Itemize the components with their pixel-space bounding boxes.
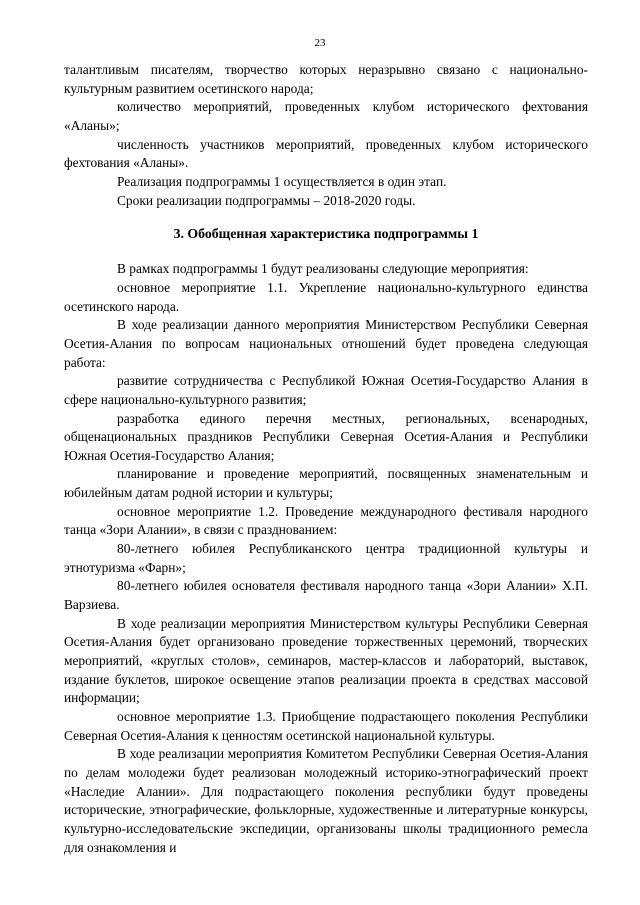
paragraph: основное мероприятие 1.1. Укрепление национально-культурного единства осетинского народа. xyxy=(64,279,588,314)
paragraph: планирование и проведение мероприятий, посвященных знаменательным и юбилейным датам родной истории и культуры; xyxy=(64,466,588,501)
paragraph: основное мероприятие 1.2. Проведение международного фестиваля народного танца «Зори Алании», в связи с празднованием: xyxy=(64,503,588,538)
paragraph: 80-летнего юбилея Республиканского центра традиционной культуры и этнотуризма «Фарн»; xyxy=(64,541,588,575)
paragraph: В ходе реализации данного мероприятия Министерством Республики Северная Осетия-Алания по вопросам национальных отношений будет проведена следующая работа: xyxy=(64,317,588,370)
page-number: 23 xyxy=(314,37,326,49)
paragraph: Сроки реализации подпрограммы – 2018-2020 годы. xyxy=(117,192,416,208)
paragraph: развитие сотрудничества с Республикой Южная Осетия-Государство Алания в сфере национально-культурного развития; xyxy=(64,373,588,407)
paragraph: количество мероприятий, проведенных клубом исторического фехтования «Аланы»; xyxy=(64,99,588,133)
paragraph: основное мероприятие 1.3. Приобщение подрастающего поколения Республики Северная Осетия-Алания к ценностям осетинской национальной культуры. xyxy=(64,709,588,743)
paragraph: В ходе реализации мероприятия Министерством культуры Республики Северная Осетия-Алания будет организовано проведение торжественных церемоний, творческих мероприятий, «круглых столов», семинаров, мастер-классов и лабораторий, выставок, издание буклетов, широкое освещение этапов реализации проекта в средствах массовой информации; xyxy=(64,615,588,706)
paragraph: В ходе реализации мероприятия Комитетом Республики Северная Осетия-Алания по делам молодежи будет реализован молодежный историко-этнографический проект «Наследие Алании». Для подрастающего поколения республики будут проведены исторические, этнографические, фольклорные, художественные и литературные конкурсы, культурно-исследовательские экспедиции, организованы школы традиционного ремесла для ознакомления и xyxy=(64,746,588,855)
paragraph: В рамках подпрограммы 1 будут реализованы следующие мероприятия: xyxy=(117,261,529,277)
paragraph: 80-летнего юбилея основателя фестиваля народного танца «Зори Алании» Х.П. Варзиева. xyxy=(64,578,588,613)
paragraph: Реализация подпрограммы 1 осуществляется в один этап. xyxy=(117,173,447,189)
section-heading: 3. Обобщенная характеристика подпрограммы 1 xyxy=(173,226,479,242)
paragraph: численность участников мероприятий, проведенных клубом исторического фехтования «Аланы». xyxy=(64,136,588,171)
paragraph: разработка единого перечня местных, региональных, всенародных, общенациональных праздников Республики Северная Осетия-Алания и Республики Южная Осетия-Государство Алания; xyxy=(64,410,588,463)
document-body xyxy=(64,61,588,857)
paragraph-continuation: талантливым писателям, творчество которых неразрывно связано с национально-культурным развитием осетинского народа; xyxy=(64,62,588,96)
